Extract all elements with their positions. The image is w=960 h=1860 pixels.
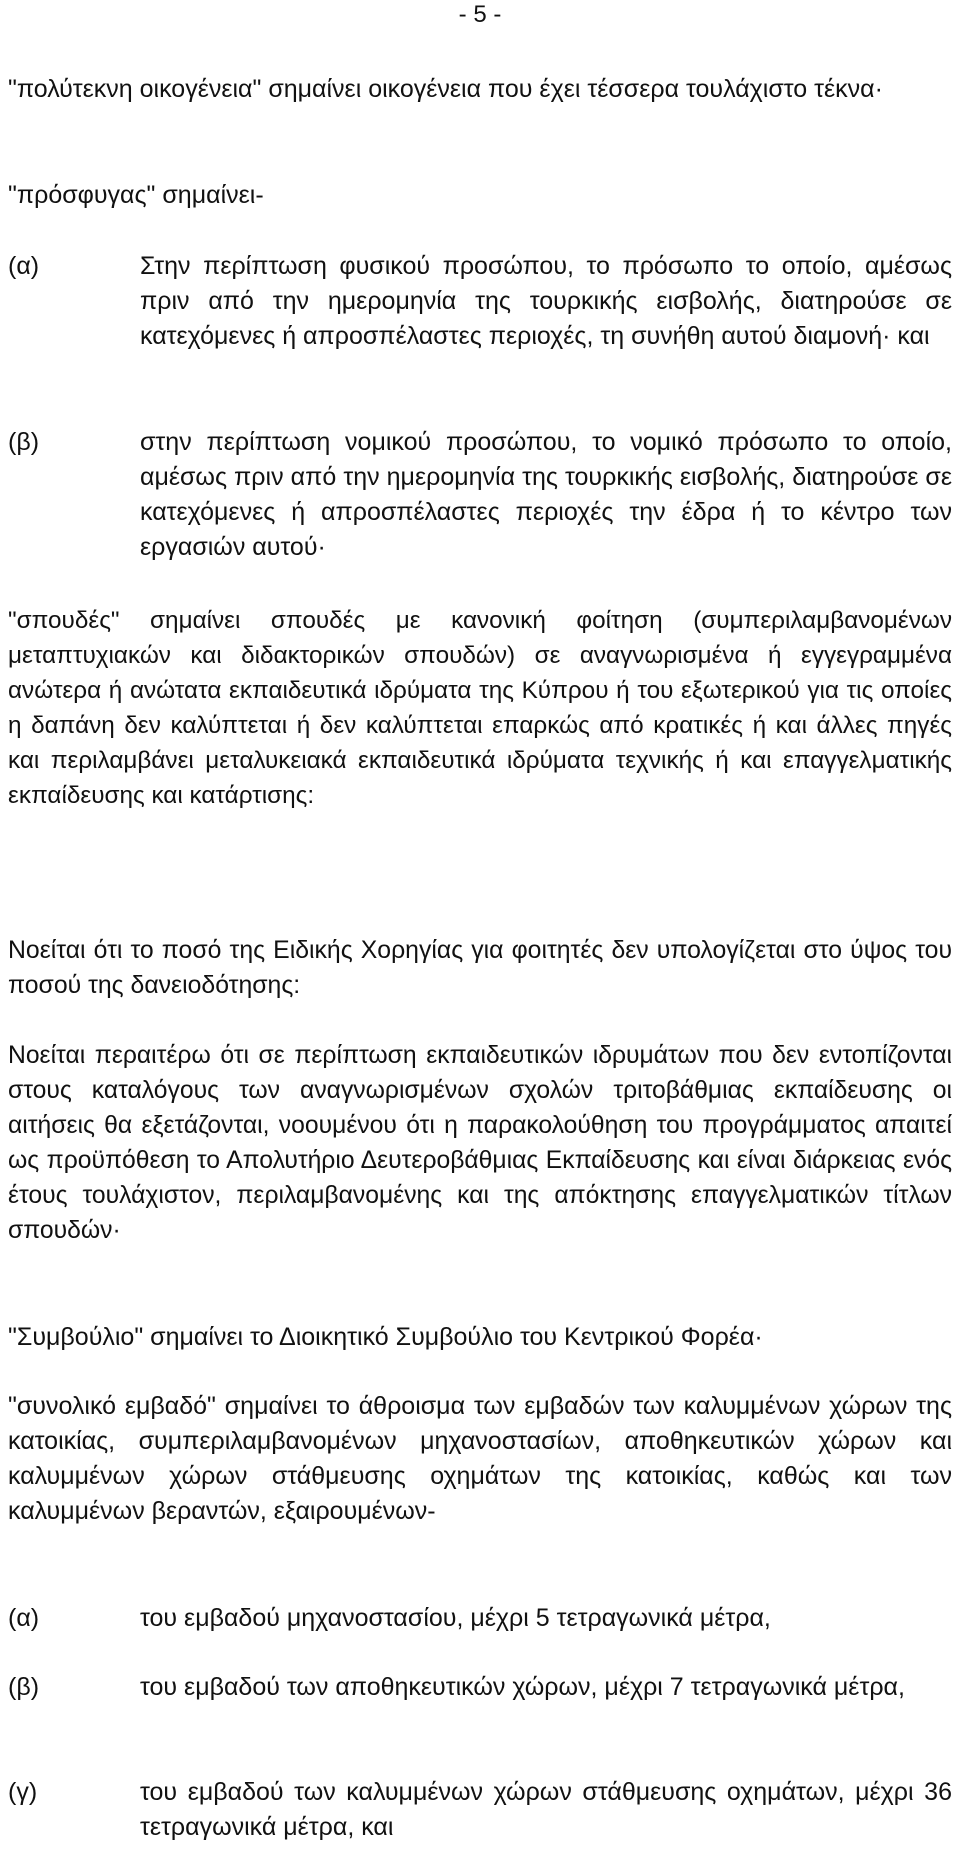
- definition-refugee-intro: "πρόσφυγας" σημαίνει-: [8, 181, 264, 209]
- item-marker: (β): [8, 1673, 40, 1701]
- page-number: - 5 -: [458, 1, 502, 28]
- item-marker: (α): [8, 1604, 40, 1632]
- item-text: Στην περίπτωση φυσικού προσώπου, το πρόσωπο το οποίο, αμέσως πριν από την ημερομηνία της τουρκικής εισβολής, διατηρούσε σε κατεχόμενες ή απροσπέλαστες περιοχές, τη συνήθη αυτού διαμονή· και: [140, 252, 952, 350]
- item-text: του εμβαδού μηχανοστασίου, μέχρι 5 τετραγωνικά μέτρα,: [140, 1604, 771, 1632]
- definition-total-area: "συνολικό εμβαδό" σημαίνει το άθροισμα των εμβαδών των καλυμμένων χώρων της κατοικίας, συμπεριλαμβανομένων μηχανοστασίων, αποθηκευτικών χώρων και καλυμμένων χώρων στάθμευσης οχημάτων της κατοικίας, καθώς και των καλυμμένων βεραντών, εξαιρουμένων-: [8, 1392, 952, 1525]
- definition-studies: "σπουδές" σημαίνει σπουδές με κανονική φοίτηση (συμπεριλαμβανομένων μεταπτυχιακών και διδακτορικών σπουδών) σε αναγνωρισμένα ή εγγεγραμμένα ανώτερα ή ανώτατα εκπαιδευτικά ιδρύματα της Κύπρου ή του εξωτερικού για τις οποίες η δαπάνη δεν καλύπτεται ή δεν καλύπτεται επαρκώς από κρατικές ή και άλλες πηγές και περιλαμβάνει μεταλυκειακά εκπαιδευτικά ιδρύματα τεχνικής ή και επαγγελματικής εκπαίδευσης και κατάρτισης:: [8, 607, 952, 809]
- item-text: του εμβαδού των καλυμμένων χώρων στάθμευσης οχημάτων, μέχρι 36 τετραγωνικά μέτρα, και: [140, 1778, 952, 1841]
- item-marker: (α): [8, 252, 40, 280]
- studies-note-2: Νοείται περαιτέρω ότι σε περίπτωση εκπαιδευτικών ιδρυμάτων που δεν εντοπίζονται στους καταλόγους των αναγνωρισμένων σχολών τριτοβάθμιας εκπαίδευσης οι αιτήσεις θα εξετάζονται, νοουμένου ότι η παρακολούθηση του προγράμματος απαιτεί ως προϋπόθεση το Απολυτήριο Δευτεροβάθμιας Εκπαίδευσης και είναι διάρκειας ενός έτους τουλάχιστον, περιλαμβανομένης και της απόκτησης επαγγελματικών τίτλων σπουδών·: [8, 1042, 952, 1244]
- item-text: του εμβαδού των αποθηκευτικών χώρων, μέχρι 7 τετραγωνικά μέτρα,: [140, 1673, 905, 1701]
- definition-large-family: "πολύτεκνη οικογένεια" σημαίνει οικογένεια που έχει τέσσερα τουλάχιστο τέκνα·: [8, 75, 883, 103]
- item-marker: (γ): [8, 1778, 38, 1806]
- item-text: στην περίπτωση νομικού προσώπου, το νομικό πρόσωπο το οποίο, αμέσως πριν από την ημερομηνία της τουρκικής εισβολής, διατηρούσε σε κατεχόμενες ή απροσπέλαστες περιοχές την έδρα ή το κέντρο των εργασιών αυτού·: [140, 428, 952, 561]
- definition-council: "Συμβούλιο" σημαίνει το Διοικητικό Συμβούλιο του Κεντρικού Φορέα·: [8, 1323, 763, 1351]
- studies-note-1: Νοείται ότι το ποσό της Ειδικής Χορηγίας για φοιτητές δεν υπολογίζεται στο ύψος του ποσού της δανειοδότησης:: [8, 937, 952, 999]
- item-marker: (β): [8, 428, 40, 456]
